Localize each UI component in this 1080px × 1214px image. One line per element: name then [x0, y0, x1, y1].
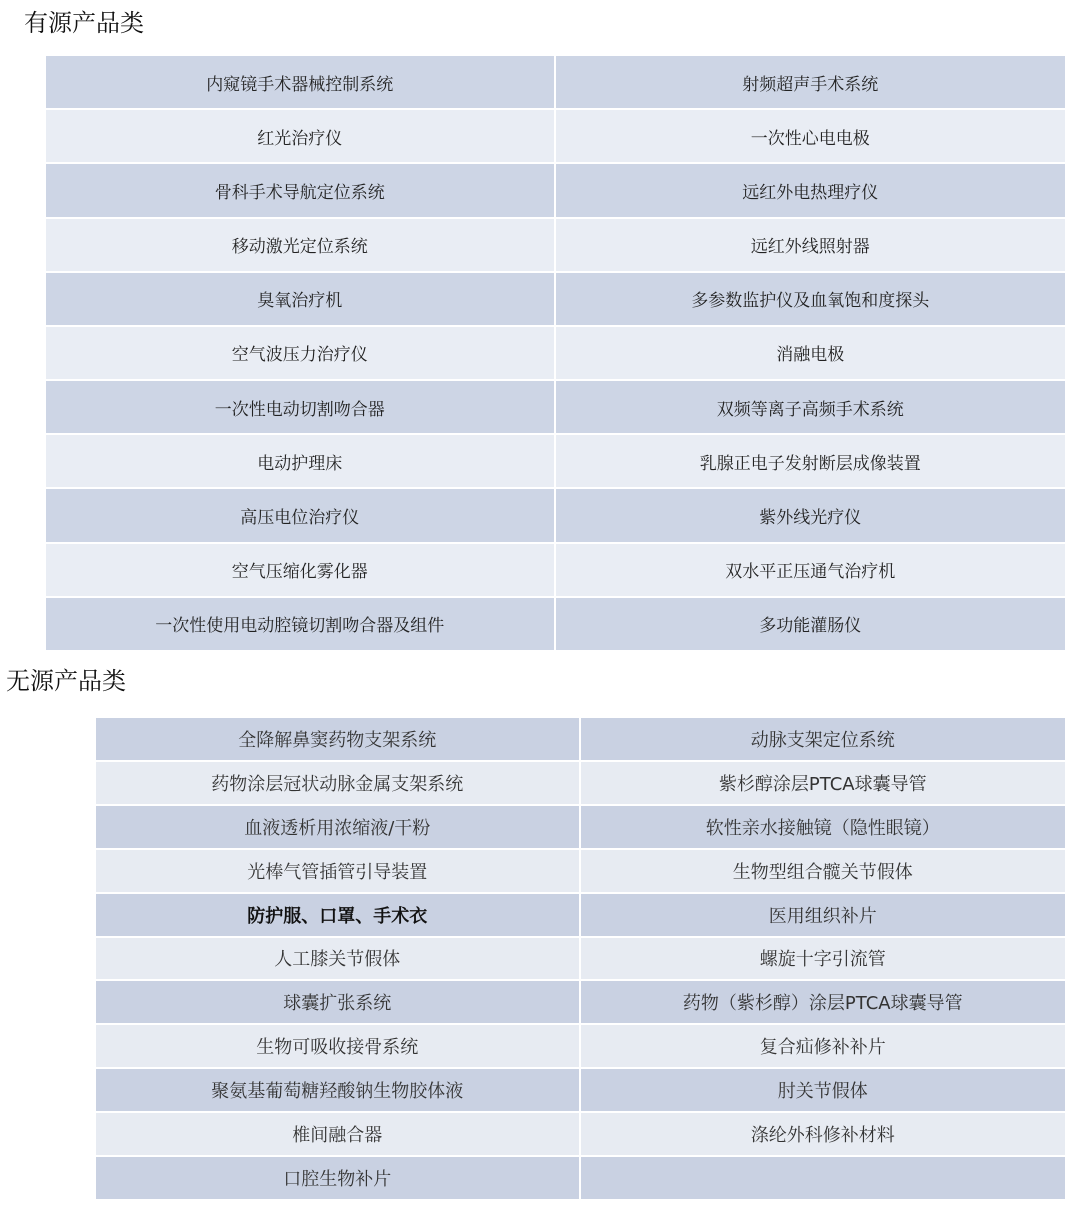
table-cell: 涤纶外科修补材料 [581, 1113, 1066, 1157]
table-cell: 紫杉醇涂层PTCA球囊导管 [581, 762, 1066, 806]
table-cell: 生物可吸收接骨系统 [96, 1025, 581, 1069]
table-cell: 全降解鼻窦药物支架系统 [96, 718, 581, 762]
table-cell: 一次性使用电动腔镜切割吻合器及组件 [46, 598, 556, 652]
table-cell: 软性亲水接触镜（隐性眼镜） [581, 806, 1066, 850]
table-cell: 药物涂层冠状动脉金属支架系统 [96, 762, 581, 806]
table-cell: 远红外线照射器 [556, 219, 1066, 273]
table-cell: 红光治疗仪 [46, 110, 556, 164]
table-cell: 椎间融合器 [96, 1113, 581, 1157]
active-products-table [46, 56, 1065, 652]
active-section-title: 有源产品类 [24, 9, 144, 37]
table-cell: 消融电极 [556, 327, 1066, 381]
passive-products-table [96, 718, 1065, 1201]
table-cell: 乳腺正电子发射断层成像装置 [556, 435, 1066, 489]
table-cell [581, 1157, 1066, 1201]
table-cell: 内窥镜手术器械控制系统 [46, 56, 556, 110]
table-cell: 生物型组合髋关节假体 [581, 850, 1066, 894]
table-cell: 螺旋十字引流管 [581, 938, 1066, 982]
table-cell: 电动护理床 [46, 435, 556, 489]
table-cell: 空气压缩化雾化器 [46, 544, 556, 598]
table-cell: 空气波压力治疗仪 [46, 327, 556, 381]
table-cell: 口腔生物补片 [96, 1157, 581, 1201]
table-cell: 多功能灌肠仪 [556, 598, 1066, 652]
table-cell: 血液透析用浓缩液/干粉 [96, 806, 581, 850]
table-cell: 医用组织补片 [581, 894, 1066, 938]
table-cell: 远红外电热理疗仪 [556, 164, 1066, 218]
table-cell: 骨科手术导航定位系统 [46, 164, 556, 218]
table-cell: 移动激光定位系统 [46, 219, 556, 273]
table-cell: 臭氧治疗机 [46, 273, 556, 327]
table-cell: 肘关节假体 [581, 1069, 1066, 1113]
table-cell: 球囊扩张系统 [96, 981, 581, 1025]
table-cell: 一次性心电电极 [556, 110, 1066, 164]
table-cell: 双水平正压通气治疗机 [556, 544, 1066, 598]
table-cell: 射频超声手术系统 [556, 56, 1066, 110]
table-cell: 药物（紫杉醇）涂层PTCA球囊导管 [581, 981, 1066, 1025]
table-cell: 光棒气管插管引导装置 [96, 850, 581, 894]
table-cell: 防护服、口罩、手术衣 [96, 894, 581, 938]
table-cell: 紫外线光疗仪 [556, 489, 1066, 543]
table-cell: 动脉支架定位系统 [581, 718, 1066, 762]
table-cell: 人工膝关节假体 [96, 938, 581, 982]
table-cell: 多参数监护仪及血氧饱和度探头 [556, 273, 1066, 327]
passive-section-title: 无源产品类 [6, 667, 126, 695]
table-cell: 高压电位治疗仪 [46, 489, 556, 543]
table-cell: 聚氨基葡萄糖羟酸钠生物胶体液 [96, 1069, 581, 1113]
table-cell: 一次性电动切割吻合器 [46, 381, 556, 435]
table-cell: 双频等离子高频手术系统 [556, 381, 1066, 435]
table-cell: 复合疝修补补片 [581, 1025, 1066, 1069]
